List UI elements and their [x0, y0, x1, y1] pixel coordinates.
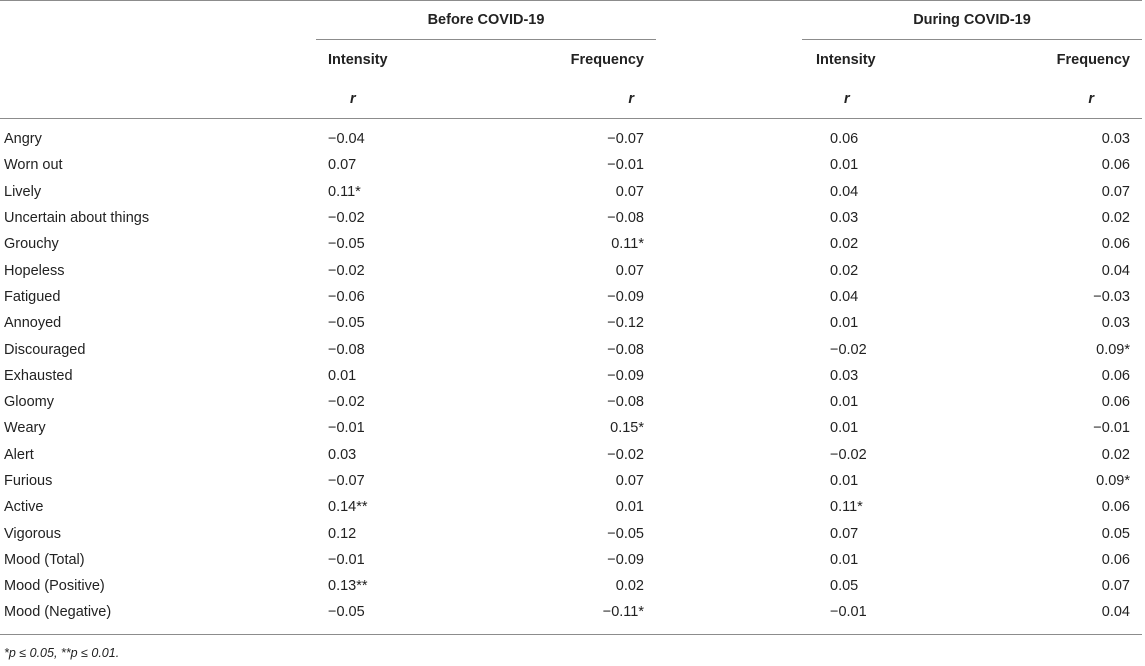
row-gap — [656, 152, 802, 178]
row-gap — [656, 520, 802, 546]
during-intensity-header: Intensity — [816, 51, 876, 68]
before-covid-header: Before COVID-19 — [316, 1, 656, 40]
before-intensity-stat: r — [316, 79, 440, 119]
during-frequency-value: 0.03 — [1101, 315, 1130, 332]
table-row — [0, 257, 1142, 283]
table-row — [0, 389, 1142, 415]
before-frequency-value: −0.12 — [607, 315, 644, 332]
before-frequency-value: −0.08 — [607, 210, 644, 227]
during-frequency-value: 0.05 — [1101, 525, 1130, 542]
during-intensity-value: 0.01 — [830, 473, 859, 489]
table-row — [0, 205, 1142, 231]
before-intensity-value: 0.12 — [328, 525, 357, 542]
row-gap — [656, 336, 802, 362]
before-frequency-stat: r — [440, 79, 656, 119]
row-label: Discouraged — [4, 341, 86, 358]
row-gap — [656, 126, 802, 152]
row-label: Grouchy — [4, 236, 59, 253]
during-frequency-value: 0.06 — [1101, 551, 1130, 568]
during-intensity-value: 0.02 — [830, 262, 859, 279]
before-intensity-value: 0.14** — [328, 499, 368, 516]
table-row — [0, 547, 1142, 573]
before-frequency-value: −0.08 — [607, 341, 644, 358]
table-row — [0, 415, 1142, 441]
before-intensity-value: −0.01 — [328, 420, 365, 437]
before-frequency-value: 0.07 — [615, 262, 644, 279]
header-blank — [0, 40, 316, 80]
before-frequency-value: −0.02 — [607, 446, 644, 463]
row-label: Fatigued — [4, 288, 61, 305]
row-label: Gloomy — [4, 394, 54, 411]
body-spacer — [0, 119, 1142, 127]
during-intensity-value: 0.01 — [830, 420, 859, 437]
during-intensity-value: 0.07 — [830, 525, 859, 542]
row-label: Mood (Positive) — [4, 578, 105, 595]
row-gap — [656, 442, 802, 468]
before-frequency-value: −0.05 — [607, 525, 644, 542]
before-intensity-value: −0.05 — [328, 604, 365, 621]
bottom-rule — [0, 626, 1142, 635]
table-row — [0, 152, 1142, 178]
row-gap — [656, 389, 802, 415]
row-label: Worn out — [4, 157, 63, 174]
during-frequency-value: 0.06 — [1101, 367, 1130, 384]
row-gap — [656, 257, 802, 283]
period-header-row — [0, 1, 1142, 40]
during-intensity-value: 0.03 — [830, 210, 859, 227]
during-covid-header: During COVID-19 — [802, 1, 1142, 40]
before-intensity-value: −0.02 — [328, 394, 365, 411]
before-intensity-value: −0.05 — [328, 236, 365, 253]
during-intensity-value: −0.02 — [830, 446, 867, 463]
before-frequency-value: 0.07 — [615, 473, 644, 489]
during-intensity-value: 0.03 — [830, 367, 859, 384]
before-frequency-value: 0.01 — [615, 499, 644, 516]
row-label: Weary — [4, 420, 46, 437]
before-frequency-value: 0.02 — [615, 578, 644, 595]
before-intensity-value: 0.11* — [328, 183, 361, 200]
before-intensity-value: 0.07 — [328, 157, 357, 174]
row-gap — [656, 468, 802, 494]
table-row — [0, 494, 1142, 520]
before-intensity-value: −0.02 — [328, 262, 365, 279]
during-frequency-value: 0.07 — [1101, 183, 1130, 200]
stat-header-row — [0, 79, 1142, 119]
during-frequency-value: 0.06 — [1101, 499, 1130, 516]
table-row — [0, 599, 1142, 625]
row-gap — [656, 179, 802, 205]
table-row — [0, 520, 1142, 546]
row-gap — [656, 205, 802, 231]
during-frequency-value: −0.03 — [1093, 288, 1130, 305]
before-intensity-value: −0.05 — [328, 315, 365, 332]
row-gap — [656, 547, 802, 573]
header-gap — [656, 40, 802, 80]
before-frequency-value: −0.09 — [607, 367, 644, 384]
during-frequency-header: Frequency — [1056, 51, 1130, 68]
during-frequency-value: 0.09* — [1096, 341, 1130, 358]
row-label: Furious — [4, 473, 53, 489]
row-label: Annoyed — [4, 315, 62, 332]
before-intensity-value: −0.08 — [328, 341, 365, 358]
before-intensity-value: −0.04 — [328, 131, 365, 148]
during-frequency-value: 0.07 — [1101, 578, 1130, 595]
during-frequency-value: 0.04 — [1101, 604, 1130, 621]
row-label: Active — [4, 499, 44, 516]
header-gap — [656, 1, 802, 40]
before-frequency-value: 0.15* — [610, 420, 644, 437]
table-row — [0, 468, 1142, 494]
during-frequency-value: 0.06 — [1101, 157, 1130, 174]
before-frequency-value: 0.11* — [611, 236, 644, 253]
row-gap — [656, 599, 802, 625]
row-gap — [656, 363, 802, 389]
during-intensity-value: −0.02 — [830, 341, 867, 358]
row-label: Mood (Total) — [4, 551, 85, 568]
during-intensity-value: 0.04 — [830, 288, 859, 305]
before-frequency-value: −0.07 — [607, 131, 644, 148]
measure-header-row — [0, 40, 1142, 80]
before-frequency-value: −0.11* — [602, 604, 644, 621]
before-intensity-value: 0.01 — [328, 367, 357, 384]
table-row — [0, 126, 1142, 152]
during-intensity-value: −0.01 — [830, 604, 867, 621]
table-row — [0, 442, 1142, 468]
row-label: Exhausted — [4, 367, 73, 384]
before-intensity-value: −0.02 — [328, 210, 365, 227]
row-gap — [656, 573, 802, 599]
before-frequency-value: −0.09 — [607, 551, 644, 568]
during-intensity-value: 0.11* — [830, 499, 863, 516]
before-frequency-value: 0.07 — [615, 183, 644, 200]
table-row — [0, 310, 1142, 336]
table-row — [0, 179, 1142, 205]
during-frequency-value: 0.03 — [1101, 131, 1130, 148]
during-intensity-value: 0.01 — [830, 394, 859, 411]
row-label: Vigorous — [4, 525, 61, 542]
table-row — [0, 231, 1142, 257]
row-label: Uncertain about things — [4, 210, 150, 227]
during-frequency-stat: r — [926, 79, 1142, 119]
during-intensity-value: 0.04 — [830, 183, 859, 200]
during-frequency-value: 0.02 — [1101, 210, 1130, 227]
before-intensity-value: 0.03 — [328, 446, 357, 463]
during-intensity-value: 0.05 — [830, 578, 859, 595]
before-intensity-value: −0.07 — [328, 473, 365, 489]
during-frequency-value: −0.01 — [1093, 420, 1130, 437]
during-intensity-value: 0.01 — [830, 315, 859, 332]
during-frequency-value: 0.04 — [1101, 262, 1130, 279]
row-gap — [656, 415, 802, 441]
before-frequency-value: −0.01 — [607, 157, 644, 174]
during-frequency-value: 0.06 — [1101, 394, 1130, 411]
during-frequency-value: 0.09* — [1096, 473, 1130, 489]
row-label: Angry — [4, 131, 42, 148]
row-gap — [656, 310, 802, 336]
before-intensity-value: −0.06 — [328, 288, 365, 305]
row-label: Alert — [4, 446, 34, 463]
table-footnote: *p ≤ 0.05, **p ≤ 0.01. — [4, 646, 120, 660]
row-gap — [656, 231, 802, 257]
during-intensity-value: 0.01 — [830, 551, 859, 568]
row-label: Mood (Negative) — [4, 604, 112, 621]
during-frequency-value: 0.02 — [1101, 446, 1130, 463]
during-intensity-value: 0.02 — [830, 236, 859, 253]
table-row — [0, 336, 1142, 362]
before-intensity-header: Intensity — [328, 51, 388, 68]
before-intensity-value: 0.13** — [328, 578, 368, 595]
during-frequency-value: 0.06 — [1101, 236, 1130, 253]
before-frequency-header: Frequency — [570, 51, 644, 68]
before-frequency-value: −0.08 — [607, 394, 644, 411]
table-row — [0, 573, 1142, 599]
before-intensity-value: −0.01 — [328, 551, 365, 568]
row-gap — [656, 494, 802, 520]
row-gap — [656, 284, 802, 310]
header-gap — [656, 79, 802, 119]
during-intensity-value: 0.06 — [830, 131, 859, 148]
header-blank — [0, 79, 316, 119]
table-row — [0, 363, 1142, 389]
table-row — [0, 284, 1142, 310]
row-label: Lively — [4, 183, 42, 200]
header-blank — [0, 1, 316, 40]
during-intensity-stat: r — [802, 79, 926, 119]
row-label: Hopeless — [4, 262, 65, 279]
during-intensity-value: 0.01 — [830, 157, 859, 174]
before-frequency-value: −0.09 — [607, 288, 644, 305]
